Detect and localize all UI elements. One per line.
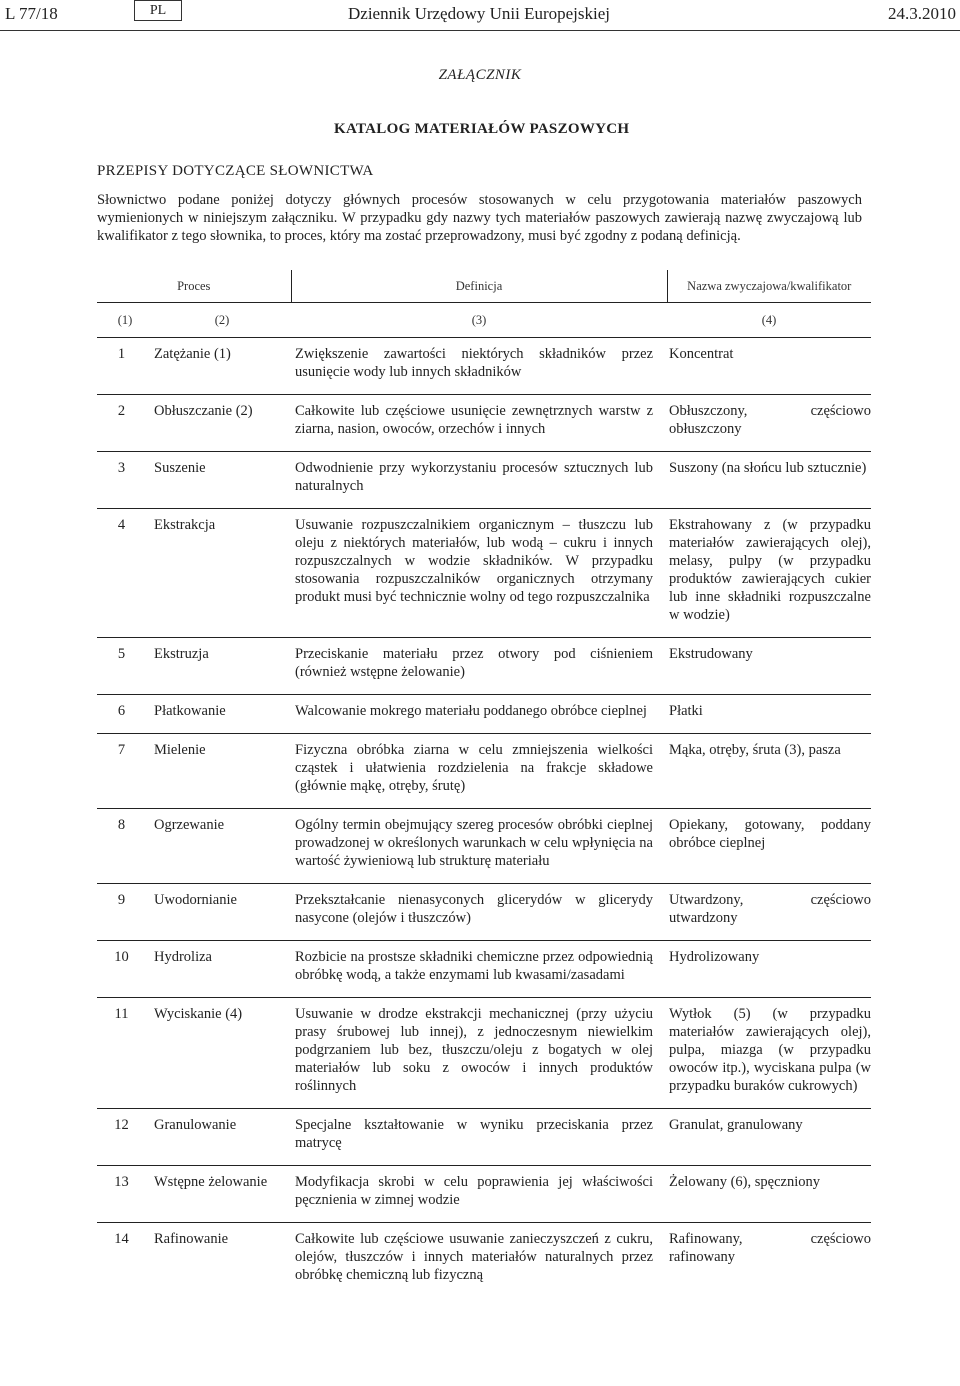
process-cell: Wstępne żelowanie [153,1166,291,1223]
table-row [97,509,871,638]
row-number: 10 [97,941,153,998]
table-row [97,734,871,809]
col-number-2: (2) [153,303,291,338]
process-cell: Ogrzewanie [153,809,291,884]
table-row [97,695,871,734]
header-name: Nazwa zwyczajowa/kwalifikator [667,270,871,303]
definition-cell: Przekształcanie nienasyconych glicerydów w glicerydy nasycone (olejów i tłuszczów) [291,884,667,941]
table-row [97,941,871,998]
definition-cell: Usuwanie w drodze ekstrakcji mechanicznej (przy użyciu prasy śrubowej lub innej), z jednoczesnym niewielkim podgrzaniem lub bez, tłuszczu/oleju z bogatych w olej materiałów lub soku z owoców i innych produktów roślinnych [291,998,667,1109]
process-cell: Granulowanie [153,1109,291,1166]
annex-title: ZAŁĄCZNIK [438,67,522,83]
header-process: Proces [97,270,291,303]
process-cell: Obłuszczanie (2) [153,395,291,452]
page-number: L 77/18 [5,4,58,23]
process-cell: Hydroliza [153,941,291,998]
process-cell: Mielenie [153,734,291,809]
table-row [97,884,871,941]
row-number: 12 [97,1109,153,1166]
name-cell: Suszony (na słońcu lub sztucznie) [667,452,871,509]
row-number: 7 [97,734,153,809]
definition-cell: Odwodnienie przy wykorzystaniu procesów sztucznych lub naturalnych [291,452,667,509]
table-row [97,395,871,452]
name-cell: Wytłok (5) (w przypadku materiałów zawierających olej), pulpa, miazga (w przypadku owoców itp.), wyciskana pulpa (w przypadku buraków cukrowych) [667,998,871,1109]
name-cell: Rafinowany, częściowo rafinowany [669,1231,871,1265]
page-header [0,0,960,31]
row-number: 11 [97,998,153,1109]
process-cell: Uwodornianie [153,884,291,941]
definition-cell: Walcowanie mokrego materiału poddanego obróbce cieplnej [291,695,667,734]
definition-cell: Całkowite lub częściowe usunięcie zewnętrznych warstw z ziarna, nasion, owoców, orzechów i innych [291,395,667,452]
row-number: 1 [97,338,153,395]
name-cell: Ekstrudowany [667,638,871,695]
name-cell: Opiekany, gotowany, poddany obróbce cieplnej [667,809,871,884]
name-cell: Ekstrahowany z (w przypadku materiałów zawierających olej), melasy, pulpy (w przypadku produktów zawierających cukier lub inne składniki rozpuszczalne w wodzie) [667,509,871,638]
process-cell: Wyciskanie (4) [153,998,291,1109]
section-title: PRZEPISY DOTYCZĄCE SŁOWNICTWA [97,163,374,179]
publication-date: 24.3.2010 [888,4,956,23]
process-cell: Płatkowanie [153,695,291,734]
table-row [97,998,871,1109]
catalogue-title: KATALOG MATERIAŁÓW PASZOWYCH [334,121,630,137]
process-cell: Zatężanie (1) [153,338,291,395]
process-cell: Ekstruzja [153,638,291,695]
row-number: 13 [97,1166,153,1223]
definition-cell: Całkowite lub częściowe usuwanie zanieczyszczeń z cukru, olejów, tłuszczów i innych materiałów naturalnych przez obróbkę chemiczną lub fizyczną [295,1231,653,1283]
row-number: 9 [97,884,153,941]
intro-paragraph: Słownictwo podane poniżej dotyczy głównych procesów stosowanych w celu przygotowania materiałów paszowych wymienionych w niniejszym załączniku. W przypadku gdy nazwy tych materiałów paszowych zawierają nazwę zwyczajową lub kwalifikator z tego słownika, to proces, który ma zostać przeprowadzony, musi być zgodny z podaną definicją. [97,192,862,244]
table-row [97,452,871,509]
process-cell: Suszenie [153,452,291,509]
name-cell: Mąka, otręby, śruta (3), pasza [667,734,871,809]
table-row [97,338,871,395]
definition-cell: Zwiększenie zawartości niektórych składników przez usunięcie wody lub innych składników [291,338,667,395]
name-cell: Płatki [667,695,871,734]
name-cell: Granulat, granulowany [667,1109,871,1166]
definition-cell: Przeciskanie materiału przez otwory pod ciśnieniem (również wstępne żelowanie) [291,638,667,695]
col-number-1: (1) [97,303,153,338]
table-row [97,1109,871,1166]
name-cell: Utwardzony, częściowo utwardzony [667,884,871,941]
process-cell: Rafinowanie [154,1231,229,1247]
definition-cell: Fizyczna obróbka ziarna w celu zmniejszenia wielkości cząstek i ułatwienia rozdzielenia na frakcje składowe (głównie mąkę, otręby, śrutę) [291,734,667,809]
table-row [97,1166,871,1223]
name-cell: Hydrolizowany [667,941,871,998]
row-number: 3 [97,452,153,509]
col-number-4: (4) [667,303,871,338]
language-badge: PL [134,0,182,21]
process-cell: Ekstrakcja [153,509,291,638]
row-number: 4 [97,509,153,638]
journal-title: Dziennik Urzędowy Unii Europejskiej [348,4,611,23]
name-cell: Koncentrat [667,338,871,395]
name-cell: Obłuszczony, częściowo obłuszczony [667,395,871,452]
table-row [97,809,871,884]
row-number: 6 [97,695,153,734]
definition-cell: Rozbicie na prostsze składniki chemiczne przez odpowiednią obróbkę wodą, a także enzymami lub kwasami/zasadami [291,941,667,998]
table-row [97,638,871,695]
definition-cell: Modyfikacja skrobi w celu poprawienia jej właściwości pęcznienia w zimnej wodzie [291,1166,667,1223]
row-number: 5 [97,638,153,695]
table-row [97,1223,871,1298]
header-definition: Definicja [291,270,667,303]
definition-cell: Usuwanie rozpuszczalnikiem organicznym – tłuszczu lub oleju z niektórych materiałów, lub wodą – cukru i innych rozpuszczalnych w wodzie składników. W przypadku stosowania rozpuszczalników organicznych otrzymany produkt musi być technicznie wolny od tego rozpuszczalnika [291,509,667,638]
name-cell: Żelowany (6), spęczniony [667,1166,871,1223]
col-number-3: (3) [291,303,667,338]
row-number: 2 [97,395,153,452]
process-table [97,270,871,1297]
definition-cell: Ogólny termin obejmujący szereg procesów obróbki cieplnej prowadzonej w określonych warunkach w celu wpłynięcia na wartość żywieniową lub strukturę materiału [291,809,667,884]
row-number: 8 [97,809,153,884]
definition-cell: Specjalne kształtowanie w wyniku przeciskania przez matrycę [291,1109,667,1166]
row-number: 14 [114,1231,129,1247]
